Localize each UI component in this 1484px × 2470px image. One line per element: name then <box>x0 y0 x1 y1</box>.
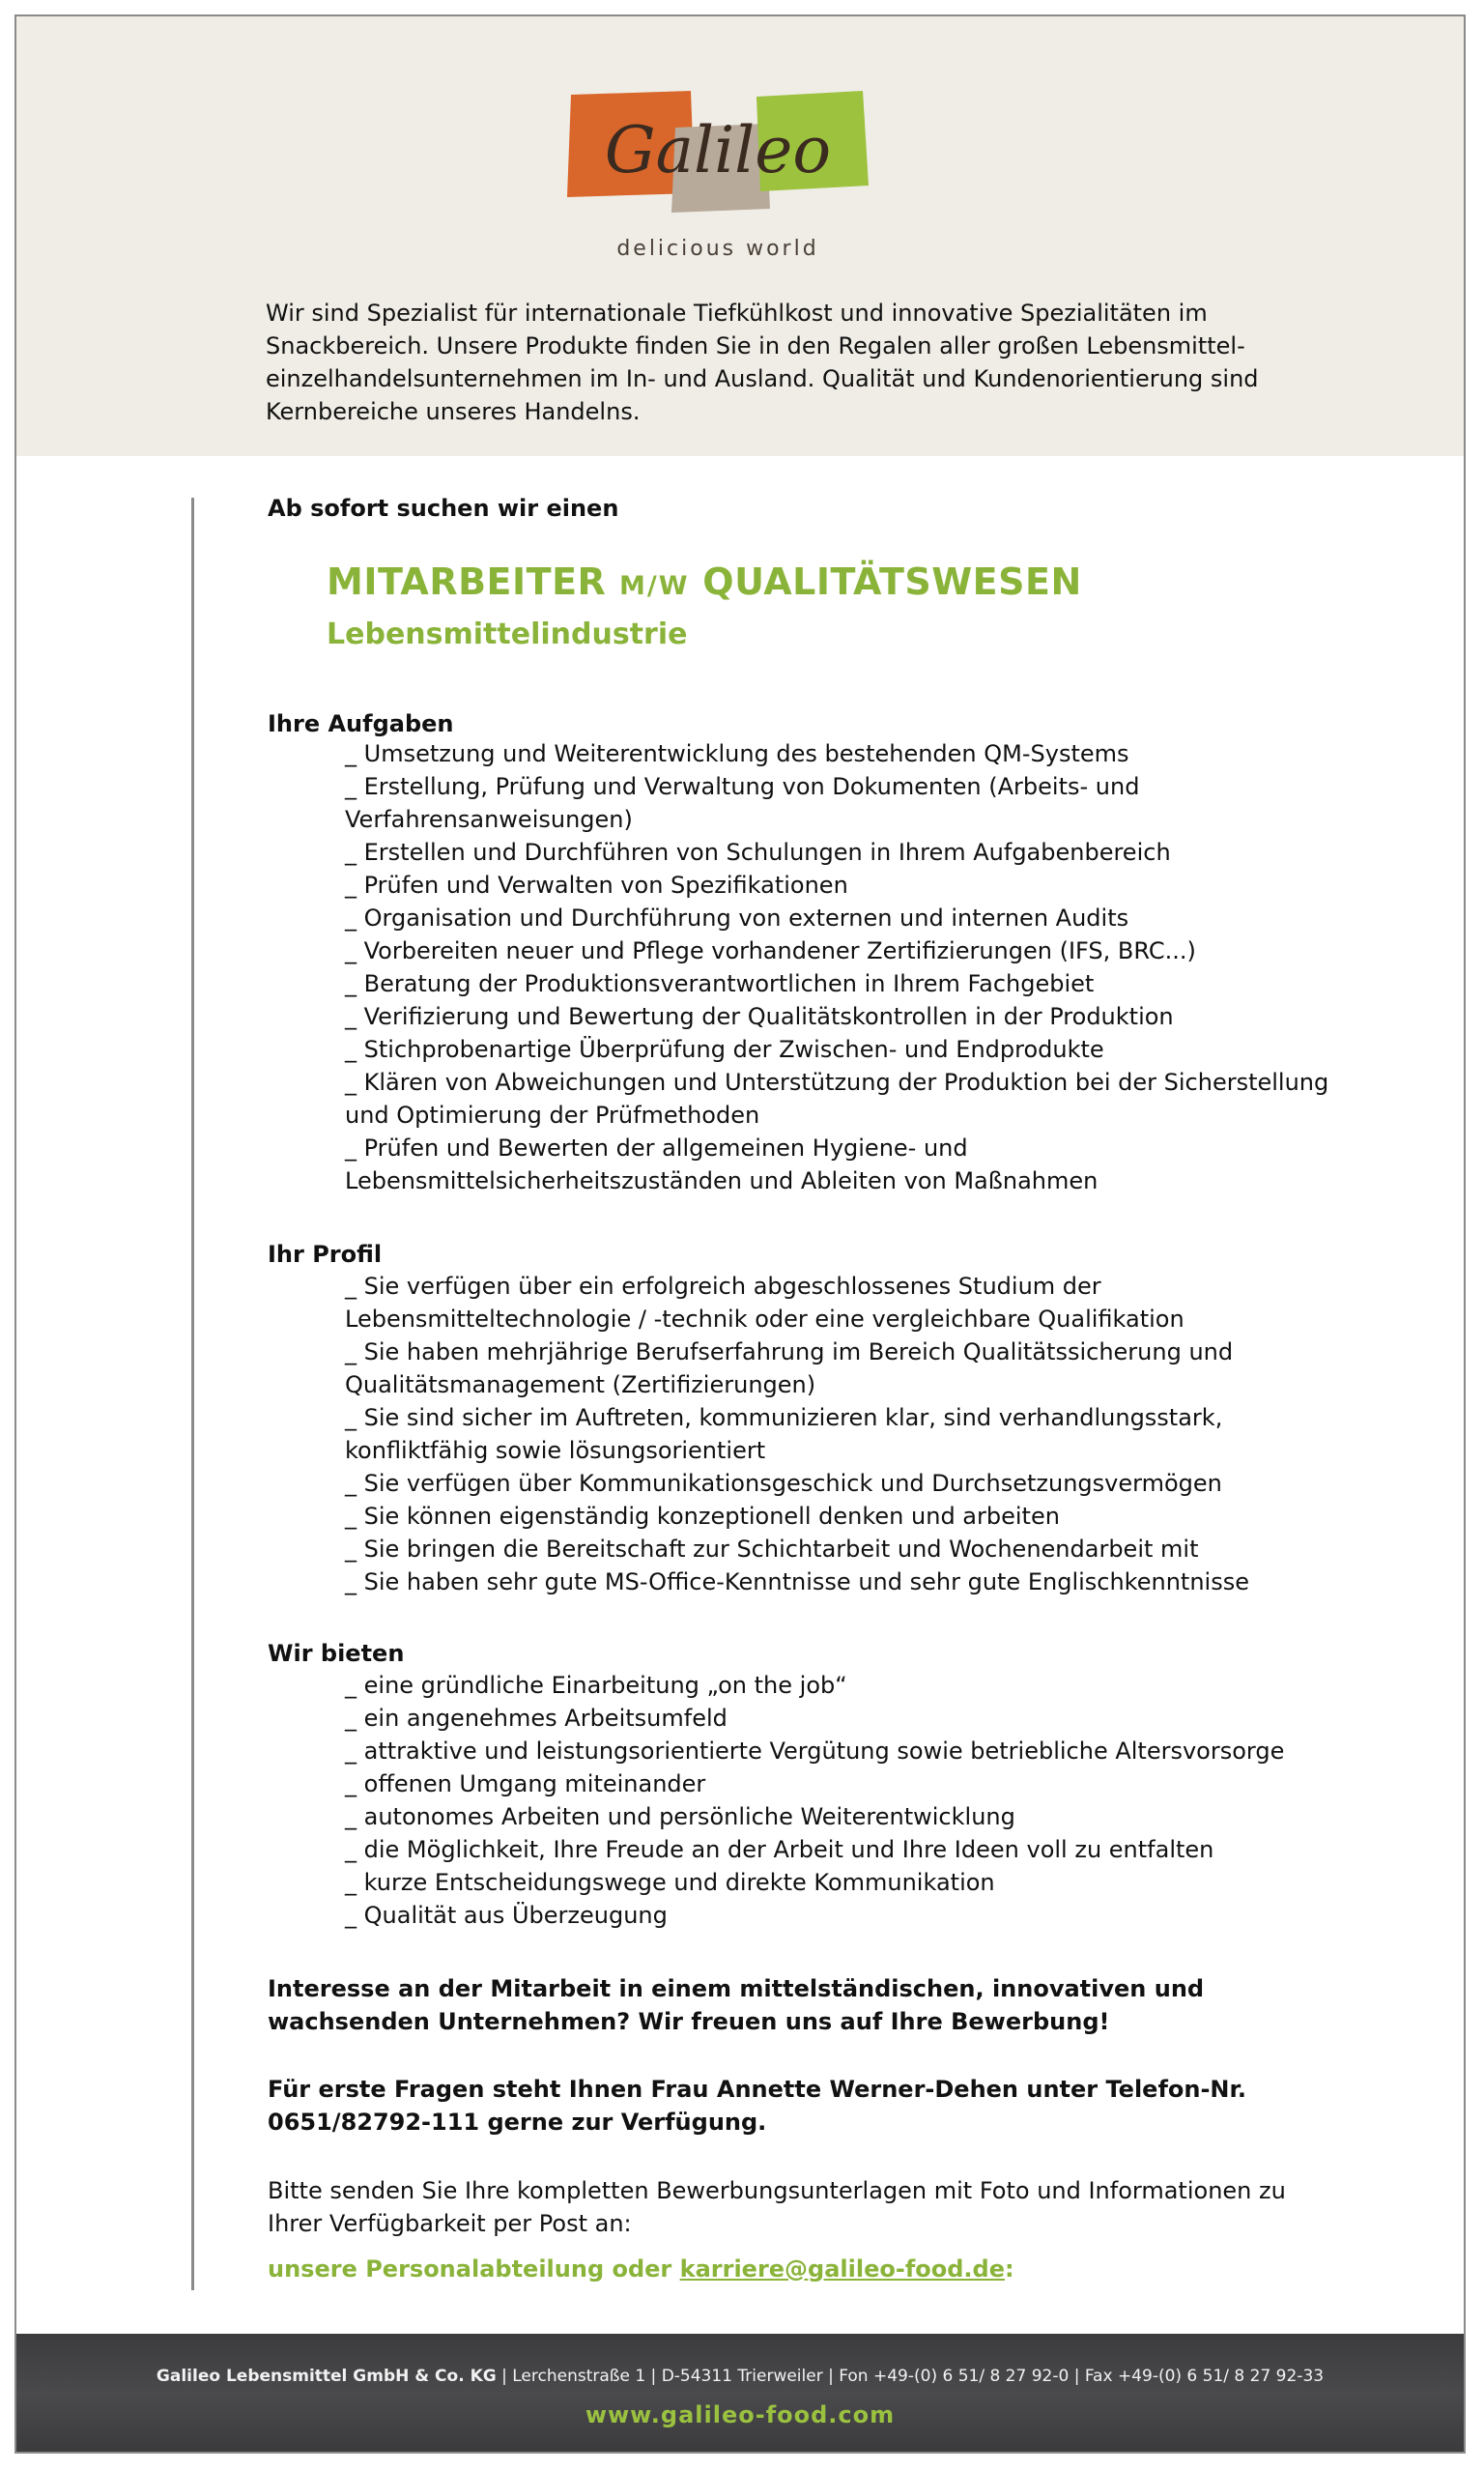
job-title-part2: QUALITÄTSWESEN <box>689 560 1082 603</box>
job-title-part1: MITARBEITER <box>327 560 620 603</box>
profile-list <box>345 1270 1369 1598</box>
logo-wordmark: Galileo <box>604 113 832 187</box>
list-item: _ Sie haben sehr gute MS-Office-Kenntnisse und sehr gute Englischkenntnisse <box>345 1568 1249 1595</box>
job-title-mw: M/W <box>619 571 690 601</box>
contact-prefix: unsere Personalabteilung oder <box>268 2255 680 2283</box>
footer-company: Galileo Lebensmittel GmbH & Co. KG <box>156 2367 497 2386</box>
list-item: _ Sie haben mehrjährige Berufserfahrung im Bereich Qualitätssicherung und Qualitätsmanagement (Zertifizierungen) <box>345 1338 1234 1398</box>
list-item: _ Sie sind sicher im Auftreten, kommunizieren klar, sind verhandlungsstark, konfliktfähig sowie lösungsorientiert <box>345 1404 1223 1464</box>
list-item: _ Qualität aus Überzeugung <box>345 1902 668 1929</box>
list-item: _ eine gründliche Einarbeitung „on the job“ <box>345 1672 847 1699</box>
list-item: _ autonomes Arbeiten und persönliche Weiterentwicklung <box>345 1803 1015 1830</box>
list-item: _ Sie verfügen über Kommunikationsgeschick und Durchsetzungsvermögen <box>345 1470 1222 1497</box>
list-item: _ ein angenehmes Arbeitsumfeld <box>345 1705 728 1732</box>
job-subtitle: Lebensmittelindustrie <box>327 618 688 651</box>
list-item: _ Umsetzung und Weiterentwicklung des bestehenden QM-Systems <box>345 740 1129 767</box>
list-item: _ die Möglichkeit, Ihre Freude an der Arbeit und Ihre Ideen voll zu entfalten <box>345 1836 1214 1863</box>
list-item: _ Organisation und Durchführung von externen und internen Audits <box>345 905 1129 932</box>
questions-paragraph: Für erste Fragen steht Ihnen Frau Annette Werner-Dehen unter Telefon-Nr. 0651/82792-111 gerne zur Verfügung. <box>268 2076 1247 2136</box>
list-item: _ kurze Entscheidungswege und direkte Kommunikation <box>345 1869 995 1896</box>
list-item: _ Vorbereiten neuer und Pflege vorhandener Zertifizierungen (IFS, BRC...) <box>345 937 1196 964</box>
tasks-list <box>345 737 1369 1197</box>
list-item: _ Erstellung, Prüfung und Verwaltung von Dokumenten (Arbeits- und Verfahrensanweisungen) <box>345 773 1140 833</box>
list-item: _ Sie bringen die Bereitschaft zur Schichtarbeit und Wochenendarbeit mit <box>345 1536 1199 1563</box>
offer-list <box>345 1669 1369 1932</box>
logo-tagline: delicious world <box>616 237 819 261</box>
list-item: _ Stichprobenartige Überprüfung der Zwischen- und Endprodukte <box>345 1036 1104 1063</box>
footer <box>16 2334 1464 2454</box>
footer-website[interactable]: www.galileo-food.com <box>585 2401 896 2428</box>
footer-address-line <box>16 2367 1464 2386</box>
list-item: _ attraktive und leistungsorientierte Vergütung sowie betriebliche Altersvorsorge <box>345 1738 1285 1765</box>
contact-suffix: : <box>1005 2255 1014 2283</box>
tasks-heading: Ihre Aufgaben <box>268 710 454 737</box>
list-item: _ Beratung der Produktionsverantwortlichen in Ihrem Fachgebiet <box>345 970 1095 997</box>
offer-heading: Wir bieten <box>268 1640 405 1667</box>
contact-line <box>268 2255 1014 2283</box>
career-email-link[interactable]: karriere@galileo-food.de <box>679 2255 1006 2283</box>
list-item: _ Prüfen und Verwalten von Spezifikationen <box>345 872 848 899</box>
interest-paragraph: Interesse an der Mitarbeit in einem mittelständischen, innovativen und wachsenden Unternehmen? Wir freuen uns auf Ihre Bewerbung! <box>268 1975 1205 2035</box>
job-lead: Ab sofort suchen wir einen <box>268 495 619 522</box>
header <box>16 16 1464 456</box>
list-item: _ Klären von Abweichungen und Unterstützung der Produktion bei der Sicherstellung und Optimierung der Prüfmethoden <box>345 1069 1329 1129</box>
job-title <box>327 560 1082 603</box>
list-item: _ Erstellen und Durchführen von Schulungen in Ihrem Aufgabenbereich <box>345 839 1171 866</box>
list-item: _ Verifizierung und Bewertung der Qualitätskontrollen in der Produktion <box>345 1003 1174 1030</box>
profile-heading: Ihr Profil <box>268 1241 383 1268</box>
company-intro: Wir sind Spezialist für internationale Tiefkühlkost und innovative Spezialitäten im Snackbereich. Unsere Produkte finden Sie in den Regalen aller großen Lebensmittel-einzelhandelsunternehmen im In- und Ausland. Qualität und Kundenorientierung sind Kernbereiche unseres Handelns. <box>266 300 1259 425</box>
galileo-logo <box>563 89 940 273</box>
list-item: _ Sie können eigenständig konzeptionell denken und arbeiten <box>345 1503 1060 1530</box>
list-item: _ Prüfen und Bewerten der allgemeinen Hygiene- und Lebensmittelsicherheitszuständen und Ableiten von Maßnahmen <box>345 1134 1099 1194</box>
job-ad-frame <box>14 14 1466 2454</box>
send-paragraph: Bitte senden Sie Ihre kompletten Bewerbungsunterlagen mit Foto und Informationen zu Ihrer Verfügbarkeit per Post an: <box>268 2177 1286 2237</box>
left-accent-bar <box>191 498 194 2290</box>
footer-address: | Lerchenstraße 1 | D-54311 Trierweiler | Fon +49-(0) 6 51/ 8 27 92-0 | Fax +49-(0) 6 51/ 8 27 92-33 <box>496 2367 1325 2386</box>
list-item: _ Sie verfügen über ein erfolgreich abgeschlossenes Studium der Lebensmitteltechnologie / -technik oder eine vergleichbare Qualifikation <box>345 1273 1184 1333</box>
list-item: _ offenen Umgang miteinander <box>345 1770 706 1797</box>
